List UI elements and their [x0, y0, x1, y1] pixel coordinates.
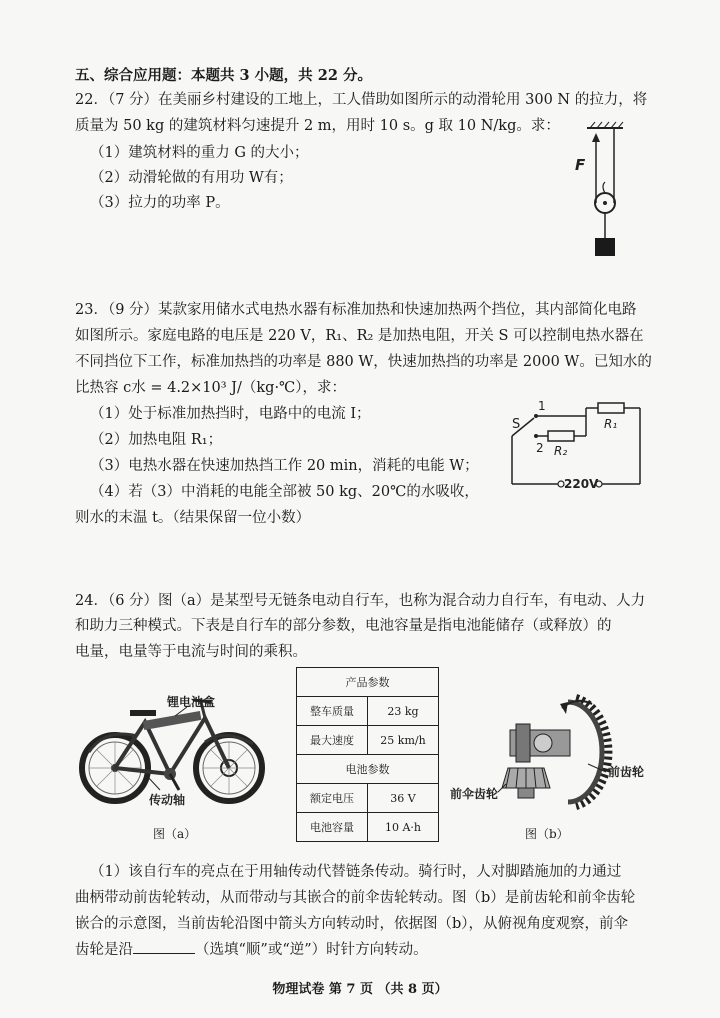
- bicycle-figure: [75, 692, 280, 842]
- gear-figure: [448, 688, 658, 823]
- section-title: 五、综合应用题：本题共 3 小题，共 22 分。: [75, 67, 372, 84]
- contact-2-label: 2: [536, 441, 544, 455]
- battery-capacity-label: 电池容量: [297, 813, 368, 842]
- bevel-gear-label: 前伞齿轮: [450, 787, 499, 801]
- q23-sub4: （4）若（3）中消耗的电能全部被 50 kg、20℃的水吸收，: [90, 484, 479, 500]
- answer-blank[interactable]: [133, 941, 195, 954]
- q24-p4-suffix: （选填“顺”或“逆”）时针方向转动。: [195, 942, 428, 958]
- battery-capacity-value: 10 A·h: [368, 813, 439, 842]
- q23-sub4b: 则水的末温 t。（结果保留一位小数）: [75, 510, 311, 526]
- q22-line2: 质量为 50 kg 的建筑材料匀速提升 2 m，用时 10 s。g 取 10 N/kg。求：: [75, 118, 560, 134]
- fig-b-caption: 图（b）: [525, 827, 569, 841]
- q22-sub3: （3）拉力的功率 P。: [90, 195, 230, 211]
- q24-p3: 嵌合的示意图，当前齿轮沿图中箭头方向转动时，依据图（b），从俯视角度观察，前伞: [75, 916, 629, 932]
- rated-voltage-value: 36 V: [368, 784, 439, 813]
- max-speed-label: 最大速度: [297, 726, 368, 755]
- r1-label: R₁: [604, 417, 618, 431]
- r2-label: R₂: [554, 444, 568, 458]
- q24-line1: 24．（6 分）图（a）是某型号无链条电动自行车，也称为混合动力自行车，有电动、人力: [75, 593, 646, 609]
- q22-sub1: （1）建筑材料的重力 G 的大小；: [90, 145, 309, 161]
- switch-label: S: [512, 417, 521, 432]
- pulley-figure: [565, 120, 635, 265]
- q23-line3: 不同挡位下工作，标准加热挡的功率是 880 W，快速加热挡的功率是 2000 W。已知水的: [75, 354, 652, 370]
- table-row: [297, 813, 439, 842]
- voltage-label: 220V: [564, 477, 599, 491]
- q24-p2: 曲柄带动前齿轮转动，从而带动与其嵌合的前伞齿轮转动。图（b）是前齿轮和前伞齿轮: [75, 890, 636, 906]
- q24-line3: 电量，电量等于电流与时间的乘积。: [75, 644, 307, 660]
- battery-label: 锂电池盒: [167, 695, 216, 709]
- table-header-row: [297, 668, 439, 697]
- table-row: [297, 784, 439, 813]
- mass-value: 23 kg: [368, 697, 439, 726]
- contact-1-label: 1: [538, 399, 546, 413]
- table-header-row: [297, 755, 439, 784]
- fig-a-caption: 图（a）: [153, 827, 197, 841]
- q22-sub2: （2）动滑轮做的有用功 W有；: [90, 170, 293, 186]
- q24-line2: 和助力三种模式。下表是自行车的部分参数，电池容量是指电池能储存（或释放）的: [75, 618, 612, 634]
- q23-line2: 如图所示。家庭电路的电压是 220 V，R₁、R₂ 是加热电阻，开关 S 可以控制电热水器在: [75, 328, 644, 344]
- q23-sub1: （1）处于标准加热挡时，电路中的电流 I；: [90, 406, 371, 422]
- max-speed-value: 25 km/h: [368, 726, 439, 755]
- q24-p4-prefix: 齿轮是沿: [75, 942, 133, 958]
- spec-table: [296, 667, 439, 842]
- force-label: F: [575, 156, 586, 174]
- table-row: [297, 726, 439, 755]
- table-row: [297, 697, 439, 726]
- shaft-label: 传动轴: [149, 793, 186, 807]
- q23-line1: 23．（9 分）某款家用储水式电热水器有标准加热和快速加热两个挡位，其内部简化电路: [75, 302, 637, 318]
- q23-sub3: （3）电热水器在快速加热挡工作 20 min，消耗的电能 W；: [90, 458, 479, 474]
- q22-line1: 22．（7 分）在美丽乡村建设的工地上，工人借助如图所示的动滑轮用 300 N 的拉力，将: [75, 92, 648, 108]
- q23-sub2: （2）加热电阻 R₁；: [90, 432, 223, 448]
- rated-voltage-label: 额定电压: [297, 784, 368, 813]
- circuit-diagram: [500, 396, 650, 496]
- front-gear-label: 前齿轮: [608, 765, 645, 779]
- q24-p1: （1）该自行车的亮点在于用轴传动代替链条传动。骑行时，人对脚踏施加的力通过: [90, 864, 622, 880]
- battery-params-header: 电池参数: [297, 755, 439, 784]
- q23-line4: 比热容 c水 = 4.2×10³ J/（kg·℃），求：: [75, 380, 347, 396]
- q24-p4: [75, 938, 428, 959]
- page-footer: 物理试卷 第 7 页 （共 8 页）: [272, 982, 448, 997]
- product-params-header: 产品参数: [297, 668, 439, 697]
- mass-label: 整车质量: [297, 697, 368, 726]
